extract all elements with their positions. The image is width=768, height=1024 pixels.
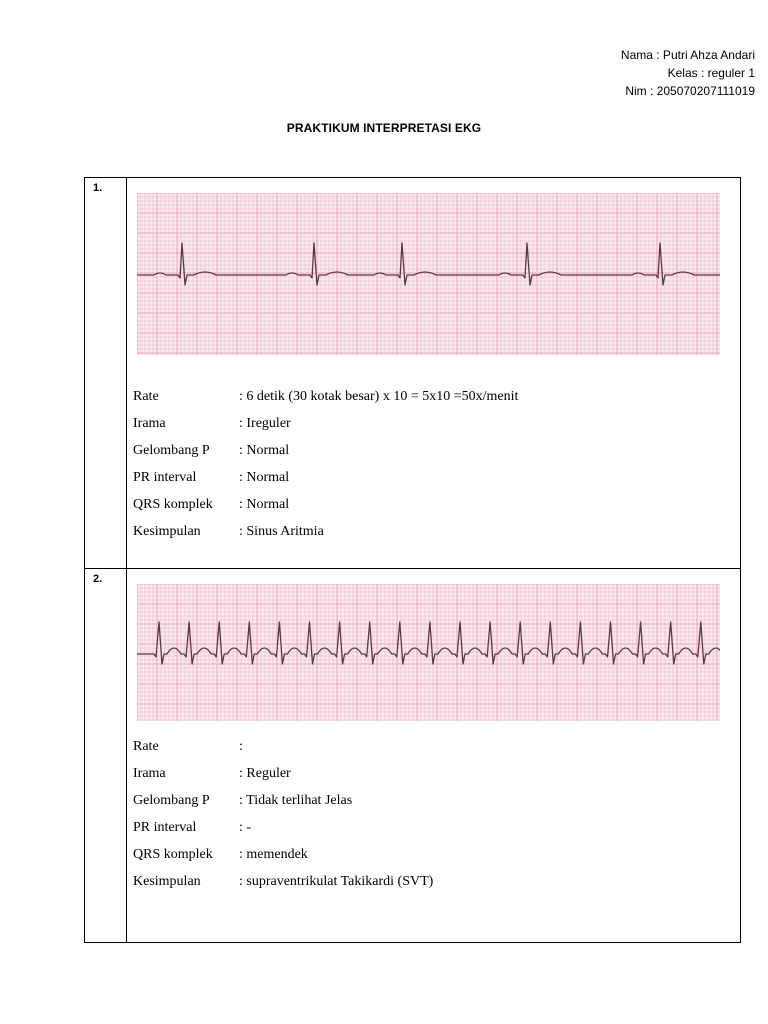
ekg-table <box>84 177 741 943</box>
field-gelombang-p: Gelombang P : Normal <box>133 443 290 458</box>
interpretation-fields <box>133 383 740 545</box>
field-rate: Rate : <box>133 739 243 754</box>
item-number: 2. <box>85 569 127 943</box>
ekg-item-row <box>85 569 741 943</box>
field-qrs-komplek: QRS komplek : Normal <box>133 497 290 512</box>
field-pr-interval: PR interval : - <box>133 820 252 835</box>
ekg-strip-image <box>137 193 720 355</box>
field-kesimpulan: Kesimpulan : supraventrikulat Takikardi (SVT) <box>133 874 434 889</box>
ekg-strip-image <box>137 584 720 721</box>
student-info <box>621 46 755 100</box>
student-name: Nama : Putri Ahza Andari <box>620 48 755 62</box>
field-pr-interval: PR interval : Normal <box>133 470 290 485</box>
item-number: 1. <box>85 178 127 569</box>
item-content <box>127 569 741 943</box>
field-irama: Irama : Ireguler <box>133 416 291 431</box>
field-rate: Rate : 6 detik (30 kotak besar) x 10 = 5x10 =50x/menit <box>133 389 519 404</box>
field-kesimpulan: Kesimpulan : Sinus Aritmia <box>133 524 324 539</box>
field-irama: Irama : Reguler <box>133 766 291 781</box>
item-content <box>127 178 741 569</box>
interpretation-fields <box>133 733 740 895</box>
field-qrs-komplek: QRS komplek : memendek <box>133 847 308 862</box>
field-gelombang-p: Gelombang P : Tidak terlihat Jelas <box>133 793 353 808</box>
student-nim: Nim : 205070207111019 <box>625 84 755 98</box>
student-class: Kelas : reguler 1 <box>667 66 755 80</box>
ekg-item-row <box>85 178 741 569</box>
document-title: PRAKTIKUM INTERPRETASI EKG <box>286 121 482 135</box>
